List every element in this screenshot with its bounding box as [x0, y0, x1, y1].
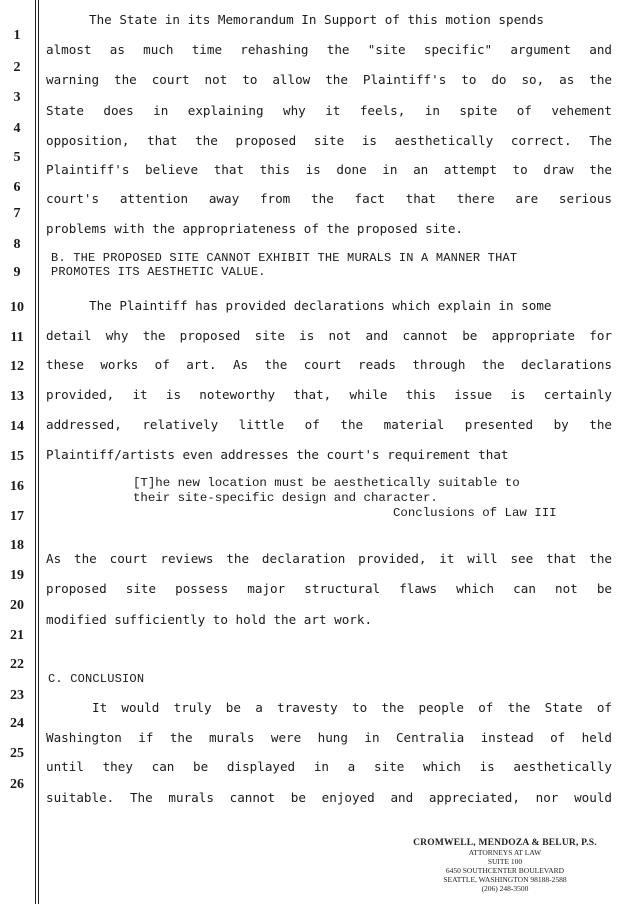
line-number: 26 — [10, 777, 24, 792]
text-line: As the court reviews the declaration provided, it will see that the — [46, 551, 612, 566]
text-line: warning the court not to allow the Plaintiff's to do so, as the — [46, 72, 612, 87]
text-line: proposed site possess major structural flaws which can not be — [46, 581, 612, 596]
heading-line: B. THE PROPOSED SITE CANNOT EXHIBIT THE MURALS IN A MANNER THAT — [51, 251, 518, 265]
text-line: until they can be displayed in a site which is aesthetically — [46, 759, 612, 774]
text-line: State does in explaining why it feels, in spite of vehement — [46, 103, 612, 118]
line-number: 8 — [13, 237, 21, 252]
left-margin-rule — [35, 0, 36, 904]
line-number: 4 — [13, 121, 21, 136]
line-number: 18 — [10, 538, 24, 553]
line-number: 6 — [13, 180, 21, 195]
line-number: 14 — [10, 419, 24, 434]
text-line: Washington if the murals were hung in Centralia instead of held — [46, 730, 612, 745]
text-line: these works of art. As the court reads through the declarations — [46, 357, 612, 372]
law-firm-footer — [405, 838, 605, 893]
line-number: 19 — [10, 568, 24, 583]
line-number: 3 — [13, 90, 21, 105]
text-line: Plaintiff/artists even addresses the court's requirement that — [46, 447, 509, 462]
line-number: 16 — [10, 479, 24, 494]
line-number: 23 — [10, 688, 24, 703]
line-number: 7 — [13, 206, 21, 221]
firm-detail: ATTORNEYS AT LAW — [468, 848, 542, 857]
line-number: 17 — [10, 509, 24, 524]
section-heading-c: C. CONCLUSION — [48, 672, 145, 686]
text-line: suitable. The murals cannot be enjoyed and appreciated, nor would — [46, 790, 612, 805]
text-line: problems with the appropriateness of the proposed site. — [46, 221, 464, 236]
line-number: 1 — [13, 28, 21, 43]
line-number: 20 — [10, 598, 24, 613]
text-line: court's attention away from the fact that there are serious — [46, 191, 612, 206]
text-line: modified sufficiently to hold the art work. — [46, 612, 373, 627]
line-number: 9 — [13, 265, 21, 280]
text-line: addressed, relatively little of the material presented by the — [46, 417, 612, 432]
text-line: Plaintiff's believe that this is done in an attempt to draw the — [46, 162, 612, 177]
firm-detail: 6450 SOUTHCENTER BOULEVARD — [445, 866, 565, 875]
text-line: almost as much time rehashing the "site specific" argument and — [46, 42, 612, 57]
line-number: 21 — [10, 628, 24, 643]
line-number: 24 — [10, 716, 24, 731]
text-line: provided, it is noteworthy that, while this issue is certainly — [46, 387, 612, 402]
left-margin-rule-inner — [38, 0, 39, 904]
text-line: detail why the proposed site is not and cannot be appropriate for — [46, 328, 612, 343]
line-number: 2 — [13, 60, 21, 75]
text-line: The State in its Memorandum In Support of this motion spends — [89, 12, 544, 27]
text-line: The Plaintiff has provided declarations which explain in some — [89, 298, 552, 313]
quote-citation: Conclusions of Law III — [393, 506, 557, 520]
firm-name: CROMWELL, MENDOZA & BELUR, P.S. — [413, 838, 597, 848]
quote-line: their site-specific design and character. — [133, 491, 438, 505]
line-number: 13 — [10, 389, 24, 404]
line-number: 12 — [10, 359, 24, 374]
line-number: 22 — [10, 657, 24, 672]
line-number: 5 — [13, 150, 21, 165]
firm-detail: SEATTLE, WASHINGTON 98188-2588 — [443, 875, 567, 884]
line-number: 10 — [10, 300, 24, 315]
line-number: 25 — [10, 746, 24, 761]
text-line: opposition, that the proposed site is aesthetically correct. The — [46, 133, 612, 148]
line-number: 15 — [10, 449, 24, 464]
quote-line: [T]he new location must be aesthetically suitable to — [133, 476, 520, 490]
line-number: 11 — [10, 330, 24, 345]
firm-detail: SUITE 100 — [487, 857, 523, 866]
firm-detail: (206) 248-3500 — [481, 884, 529, 893]
text-line: It would truly be a travesty to the people of the State of — [92, 700, 612, 715]
heading-line: PROMOTES ITS AESTHETIC VALUE. — [51, 265, 266, 279]
